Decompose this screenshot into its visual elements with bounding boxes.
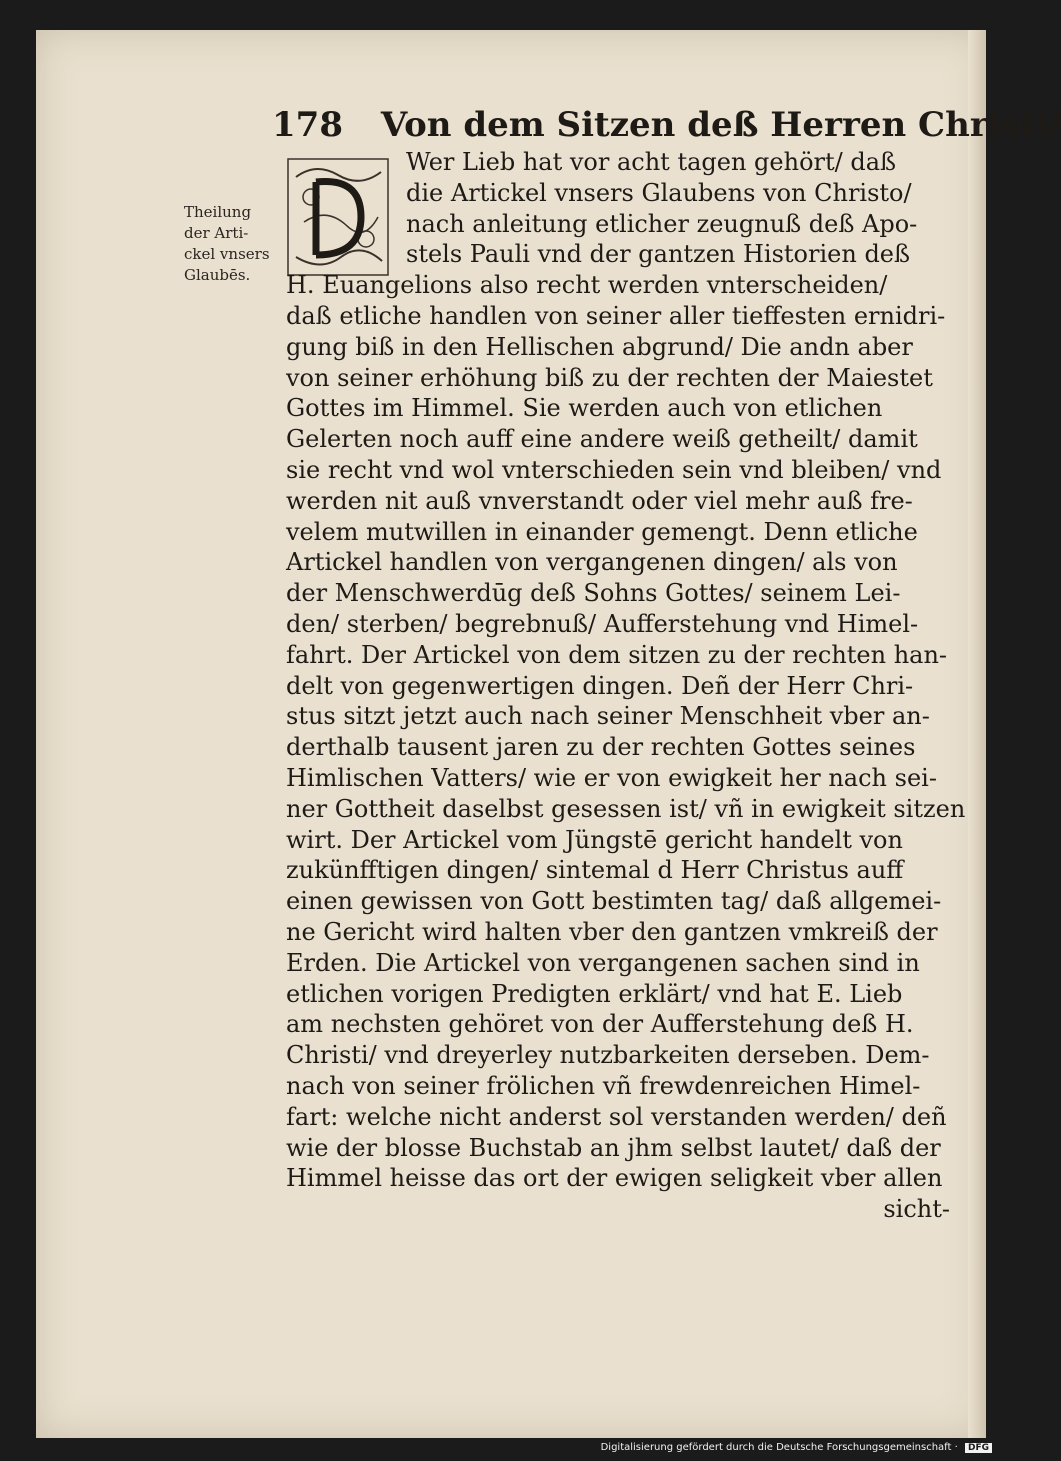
text-line: wirt. Der Artickel vom Jüngstē gericht handelt von xyxy=(286,825,903,854)
text-line: H. Euangelions also recht werden vnterscheiden/ xyxy=(286,271,888,300)
text-line: stels Pauli vnd der gantzen Historien deß xyxy=(406,240,911,269)
text-line: daß etliche handlen von seiner aller tieffesten ernidri- xyxy=(286,301,946,330)
text-line: der Menschwerdūg deß Sohns Gottes/ seinem Lei- xyxy=(286,579,901,608)
text-line: Gelerten noch auff eine andere weiß getheilt/ damit xyxy=(286,425,918,454)
margin-note-line: Glaubēs. xyxy=(184,266,251,284)
text-line: nach anleitung etlicher zeugnuß deß Apo- xyxy=(406,209,918,238)
text-line: derthalb tausent jaren zu der rechten Gottes seines xyxy=(286,733,916,762)
funding-footer xyxy=(601,1442,992,1453)
dfg-logo: DFG xyxy=(965,1443,992,1453)
text-line: delt von gegenwertigen dingen. Deñ der Herr Chri- xyxy=(286,671,914,700)
text-line: fart: welche nicht anderst sol verstanden werden/ deñ xyxy=(286,1102,947,1131)
text-line: ne Gericht wird halten vber den gantzen vmkreiß der xyxy=(286,917,938,946)
margin-note-line: Theilung xyxy=(184,203,252,221)
text-line: nach von seiner frölichen vñ frewdenreichen Himel- xyxy=(286,1071,921,1100)
text-line: von seiner erhöhung biß zu der rechten der Maiestet xyxy=(286,363,933,392)
text-line: Artickel handlen von vergangenen dingen/ als von xyxy=(286,548,898,577)
page-number: 178 xyxy=(272,105,343,145)
text-line: werden nit auß vnverstandt oder viel mehr auß fre- xyxy=(286,486,913,515)
text-line: etlichen vorigen Predigten erklärt/ vnd hat E. Lieb xyxy=(286,979,903,1008)
text-line: Christi/ vnd dreyerley nutzbarkeiten derseben. Dem- xyxy=(286,1041,930,1070)
text-line: Himlischen Vatters/ wie er von ewigkeit her nach sei- xyxy=(286,763,937,792)
text-line: stus sitzt jetzt auch nach seiner Menschheit vber an- xyxy=(286,702,930,731)
book-page xyxy=(36,30,1061,1438)
text-line: sie recht vnd wol vnterschieden sein vnd bleiben/ vnd xyxy=(286,455,942,484)
text-line: wie der blosse Buchstab an jhm selbst lautet/ daß der xyxy=(286,1133,941,1162)
text-line: Himmel heisse das ort der ewigen seligkeit vber allen xyxy=(286,1164,943,1193)
text-line: ner Gottheit daselbst gesessen ist/ vñ in ewigkeit sitzen xyxy=(286,794,966,823)
footer-text: Digitalisierung gefördert durch die Deutsche Forschungsgemeinschaft · xyxy=(600,1442,958,1453)
page-header xyxy=(272,105,1061,145)
catchword: sicht- xyxy=(883,1195,950,1224)
margin-note-line: der Arti- xyxy=(184,224,249,242)
margin-note-line: ckel vnsers xyxy=(184,245,270,263)
text-line: gung biß in den Hellischen abgrund/ Die andn aber xyxy=(286,332,913,361)
text-line: Wer Lieb hat vor acht tagen gehört/ daß xyxy=(406,148,897,176)
text-line: fahrt. Der Artickel von dem sitzen zu der rechten han- xyxy=(286,640,948,669)
running-title: Von dem Sitzen deß Herren Christi/ xyxy=(380,105,1061,145)
text-line: Gottes im Himmel. Sie werden auch von etlichen xyxy=(286,394,883,423)
text-line: velem mutwillen in einander gemengt. Denn etliche xyxy=(286,517,918,546)
text-line: die Artickel vnsers Glaubens von Christo/ xyxy=(406,178,912,207)
margin-note xyxy=(184,202,284,286)
text-line: den/ sterben/ begrebnuß/ Aufferstehung vnd Himel- xyxy=(286,609,919,638)
text-line: am nechsten gehöret von der Aufferstehung deß H. xyxy=(286,1010,914,1039)
text-line: einen gewissen von Gott bestimten tag/ daß allgemei- xyxy=(286,887,942,916)
body-text xyxy=(286,147,986,1225)
text-line: Erden. Die Artickel von vergangenen sachen sind in xyxy=(286,948,920,977)
text-line: zukünfftigen dingen/ sintemal d Herr Christus auff xyxy=(286,856,904,885)
